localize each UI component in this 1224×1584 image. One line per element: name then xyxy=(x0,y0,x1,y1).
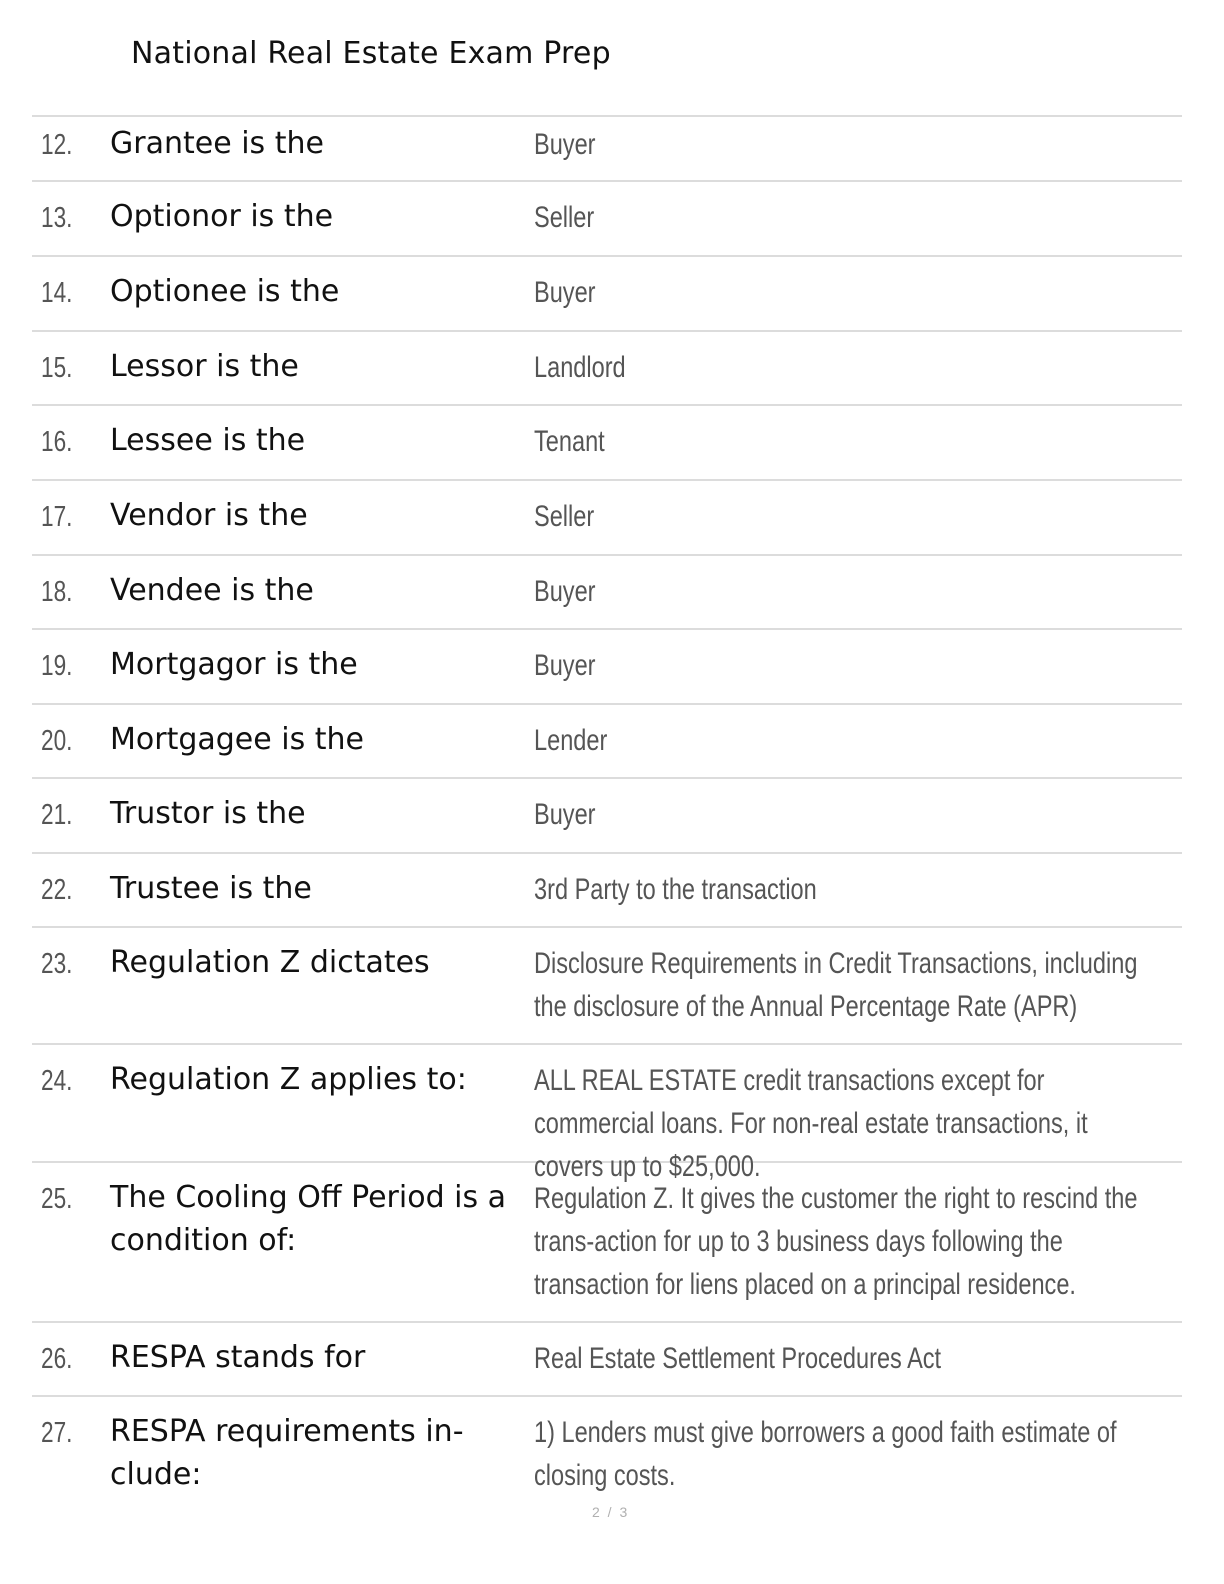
row-term: Optionee is the xyxy=(110,274,340,309)
row-term: Grantee is the xyxy=(110,126,324,161)
row-answer: Seller xyxy=(534,500,595,533)
row-answer: Buyer xyxy=(534,798,596,831)
table-row xyxy=(32,257,1182,332)
row-number: 17. xyxy=(41,501,73,533)
row-term: Vendee is the xyxy=(110,573,314,608)
table-row xyxy=(32,1323,1182,1397)
row-number: 14. xyxy=(41,277,73,309)
row-answer: Tenant xyxy=(534,425,605,458)
row-term: The Cooling Off Period is a condition of: xyxy=(110,1180,507,1258)
row-number: 13. xyxy=(41,202,73,234)
flashcard-table xyxy=(32,115,1182,1497)
table-row xyxy=(32,779,1182,854)
row-number: 26. xyxy=(41,1343,73,1375)
table-row xyxy=(32,182,1182,257)
row-answer: Buyer xyxy=(534,649,596,682)
table-row xyxy=(32,705,1182,779)
row-answer: Buyer xyxy=(534,276,596,309)
row-term: Regulation Z applies to: xyxy=(110,1062,467,1097)
row-number: 18. xyxy=(41,576,73,608)
row-answer: Disclosure Requirements in Credit Transactions, including the disclosure of the Annual Percentage Rate (APR) xyxy=(534,947,1138,1023)
row-answer: 1) Lenders must give borrowers a good faith estimate of closing costs. xyxy=(534,1416,1117,1492)
table-row xyxy=(32,854,1182,928)
row-term: Trustor is the xyxy=(110,796,306,831)
row-answer: Lender xyxy=(534,724,608,757)
row-number: 24. xyxy=(41,1065,73,1097)
row-number: 16. xyxy=(41,426,73,458)
row-number: 19. xyxy=(41,650,73,682)
table-row xyxy=(32,1397,1182,1497)
row-number: 23. xyxy=(41,948,73,980)
table-row xyxy=(32,481,1182,556)
row-term: Vendor is the xyxy=(110,498,308,533)
row-answer: Buyer xyxy=(534,128,596,161)
row-term: RESPA requirements in-clude: xyxy=(110,1414,464,1492)
row-term: Lessor is the xyxy=(110,349,299,384)
row-number: 25. xyxy=(41,1183,73,1215)
page-number: 2 / 3 xyxy=(592,1504,630,1520)
row-term: Mortgagor is the xyxy=(110,647,358,682)
row-number: 27. xyxy=(41,1417,73,1449)
row-number: 22. xyxy=(41,874,73,906)
table-row xyxy=(32,332,1182,406)
page-title: National Real Estate Exam Prep xyxy=(131,36,611,71)
row-answer: Seller xyxy=(534,201,595,234)
table-row xyxy=(32,117,1182,182)
row-term: Mortgagee is the xyxy=(110,722,364,757)
row-number: 15. xyxy=(41,352,73,384)
row-term: Trustee is the xyxy=(110,871,312,906)
row-term: Lessee is the xyxy=(110,423,306,458)
table-row xyxy=(32,630,1182,705)
row-answer: ALL REAL ESTATE credit transactions except for commercial loans. For non-real estate transactions, it covers up to $25,000. xyxy=(534,1064,1088,1183)
row-number: 21. xyxy=(41,799,73,831)
table-row xyxy=(32,1163,1182,1323)
row-term: Regulation Z dictates xyxy=(110,945,430,980)
row-number: 20. xyxy=(41,725,73,757)
table-row xyxy=(32,406,1182,481)
row-answer: Buyer xyxy=(534,575,596,608)
row-answer: Real Estate Settlement Procedures Act xyxy=(534,1342,942,1375)
table-row xyxy=(32,928,1182,1045)
table-row xyxy=(32,556,1182,630)
table-row xyxy=(32,1045,1182,1183)
row-answer: Landlord xyxy=(534,351,626,384)
row-answer: 3rd Party to the transaction xyxy=(534,873,817,906)
row-answer: Regulation Z. It gives the customer the right to rescind the trans-action for up to 3 business days following the transaction for liens placed on a principal residence. xyxy=(534,1182,1138,1301)
row-number: 12. xyxy=(41,129,73,161)
row-term: Optionor is the xyxy=(110,199,334,234)
row-term: RESPA stands for xyxy=(110,1340,366,1375)
